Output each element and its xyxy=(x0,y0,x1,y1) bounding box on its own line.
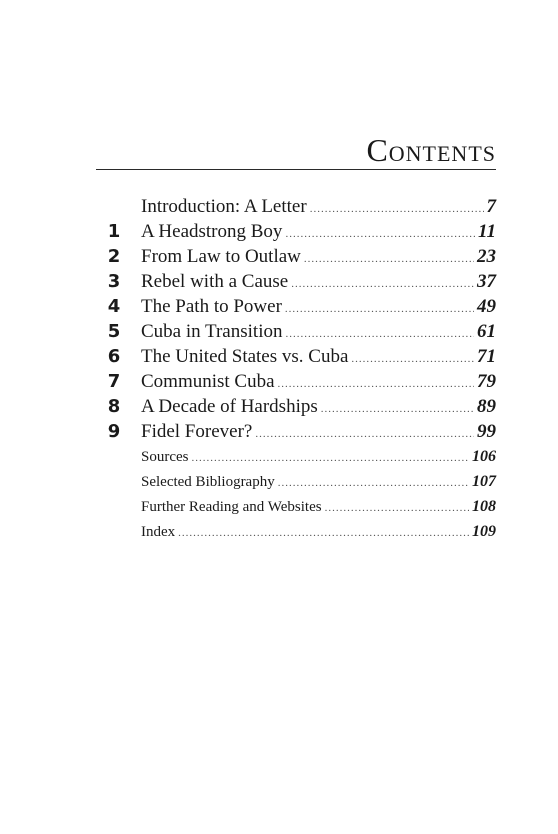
chapter-title: Selected Bibliography xyxy=(141,474,275,490)
chapter-title: Cuba in Transition xyxy=(141,321,283,342)
toc-entry xyxy=(0,519,558,544)
title-divider xyxy=(96,169,496,170)
chapter-number: 2 xyxy=(107,246,121,267)
dot-leader xyxy=(325,496,469,521)
chapter-title: Introduction: A Letter xyxy=(141,196,307,217)
toc-entry xyxy=(0,294,558,319)
chapter-number: 5 xyxy=(107,321,121,342)
toc-entry-line xyxy=(141,394,496,422)
page-number: 108 xyxy=(472,498,496,515)
chapter-title: Fidel Forever? xyxy=(141,421,253,442)
chapter-number: 4 xyxy=(107,296,121,317)
toc-entry xyxy=(0,219,558,244)
chapter-title: A Headstrong Boy xyxy=(141,221,283,242)
dot-leader xyxy=(178,521,469,546)
page-number: 37 xyxy=(477,271,496,292)
toc-entry xyxy=(0,444,558,469)
page-number: 99 xyxy=(477,421,496,442)
dot-leader xyxy=(278,471,469,496)
page-number: 106 xyxy=(472,448,496,465)
toc-entry-line xyxy=(141,519,496,546)
page-number: 23 xyxy=(477,246,496,267)
toc-entry xyxy=(0,469,558,494)
chapter-title: The Path to Power xyxy=(141,296,282,317)
chapter-number: 6 xyxy=(107,346,121,367)
toc-entry xyxy=(0,394,558,419)
page-number: 107 xyxy=(472,473,496,490)
toc-entry xyxy=(0,269,558,294)
toc-entry-line xyxy=(141,494,496,521)
page-number: 89 xyxy=(477,396,496,417)
page-number: 7 xyxy=(486,196,496,217)
toc-entry-line xyxy=(141,419,496,447)
chapter-number: 8 xyxy=(107,396,121,417)
chapter-number: 7 xyxy=(107,371,121,392)
toc-entry xyxy=(0,319,558,344)
toc-entry xyxy=(0,494,558,519)
toc-entry-line xyxy=(141,219,496,247)
toc-entry-line xyxy=(141,194,496,222)
chapter-number: 3 xyxy=(107,271,121,292)
page-number: 49 xyxy=(477,296,496,317)
toc-entry-line xyxy=(141,269,496,297)
toc-entry-line xyxy=(141,469,496,496)
toc-entry xyxy=(0,344,558,369)
toc-entry xyxy=(0,369,558,394)
chapter-title: The United States vs. Cuba xyxy=(141,346,349,367)
chapter-title: Further Reading and Websites xyxy=(141,499,322,515)
chapter-title: Index xyxy=(141,524,176,540)
toc-entry-line xyxy=(141,344,496,372)
chapter-title: Rebel with a Cause xyxy=(141,271,289,292)
toc-entry-line xyxy=(141,369,496,397)
chapter-number: 1 xyxy=(107,221,121,242)
page-number: 109 xyxy=(472,523,496,540)
dot-leader xyxy=(192,446,470,471)
chapter-title: A Decade of Hardships xyxy=(141,396,318,417)
toc-entry-line xyxy=(141,244,496,272)
chapter-title: Sources xyxy=(141,449,189,465)
chapter-title: From Law to Outlaw xyxy=(141,246,301,267)
toc-entry-line xyxy=(141,294,496,322)
toc-entry-line xyxy=(141,444,496,471)
chapter-title: Communist Cuba xyxy=(141,371,275,392)
page-number: 61 xyxy=(477,321,496,342)
table-of-contents xyxy=(0,194,558,544)
toc-entry-line xyxy=(141,319,496,347)
toc-entry xyxy=(0,419,558,444)
toc-entry xyxy=(0,194,558,219)
page-number: 71 xyxy=(477,346,496,367)
page-title: Contents xyxy=(366,132,496,168)
page-number: 79 xyxy=(477,371,496,392)
toc-entry xyxy=(0,244,558,269)
chapter-number: 9 xyxy=(107,421,121,442)
page-number: 11 xyxy=(478,221,496,242)
